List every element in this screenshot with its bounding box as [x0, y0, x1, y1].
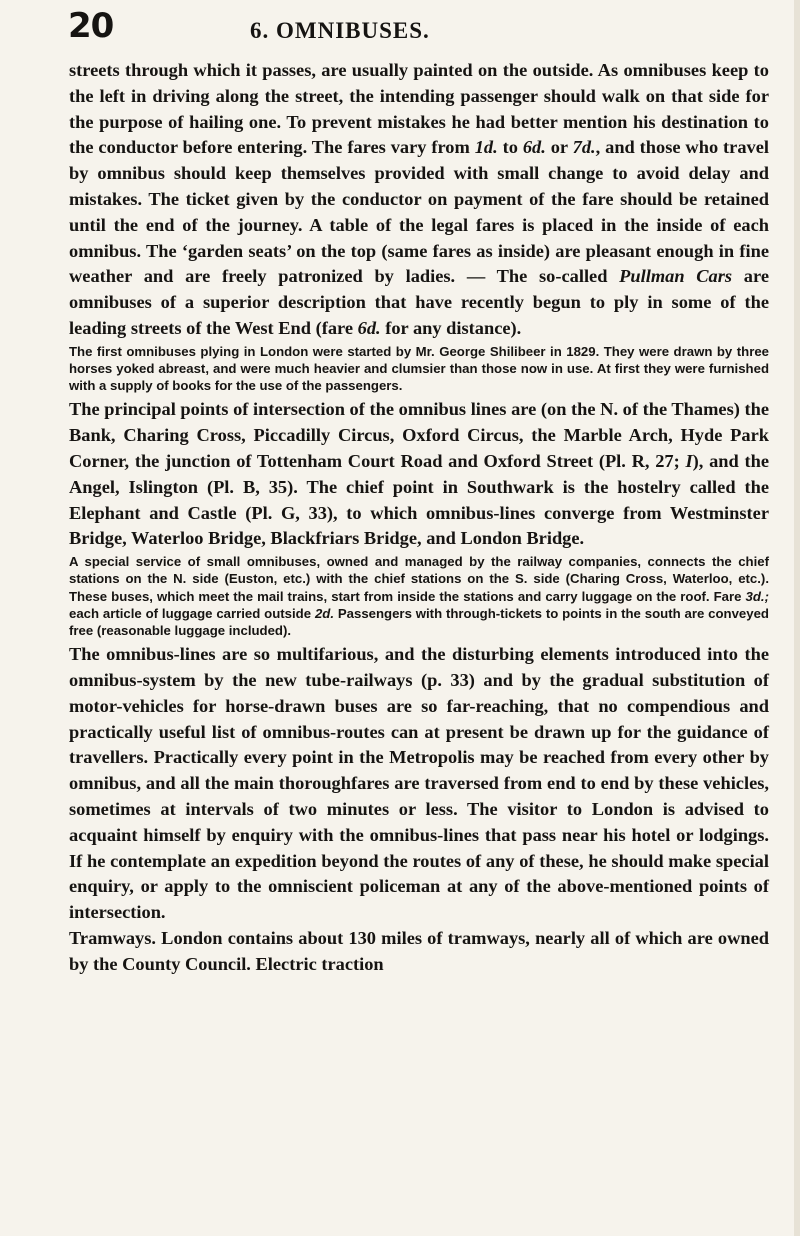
text-run: are omnibuses of a superior description that have recently begun to ply in some of the leading streets of the West End (fare	[69, 266, 769, 338]
text-run: streets through which it passes, are usually painted on the outside. As omnibuses keep to the left in driving along the street, the intending passenger should walk on that side for the purpose of hailing one. To prevent mistakes he had better mention his destination to the conductor before entering. The fares vary from	[69, 60, 769, 158]
text-run: 6d.	[522, 137, 546, 158]
text-run: to	[497, 137, 523, 158]
text-run: each article of luggage carried outside	[69, 605, 315, 621]
text-run: I	[685, 450, 693, 471]
text-run: London contains about 130 miles of tramways, nearly all of which are owned by the County Council. Electric traction	[69, 927, 769, 974]
text-run: The principal points of intersection of the omnibus lines are (on the N. of the Thames) the Bank, Charing Cross, Piccadilly Circus, Oxford Circus, the Marble Arch, Hyde Park Corner, the junction of Tottenham Court Road and Oxford Street (Pl. R, 27;	[69, 399, 769, 471]
text-run: Pullman Cars	[619, 266, 733, 287]
section-heading: Tramways.	[69, 927, 157, 948]
text-run: for any distance).	[380, 317, 522, 338]
paragraph-fares	[69, 58, 769, 342]
page-body	[69, 58, 769, 978]
text-run: 3d.;	[745, 588, 769, 604]
text-run: or	[545, 137, 573, 158]
text-run: Passengers with through-tickets to points in the south are conveyed free (reasonable luggage included).	[69, 605, 769, 638]
text-run: A special service of small omnibuses, owned and managed by the railway companies, connects the chief stations on the N. side (Euston, etc.) with the chief stations on the S. side (Charing Cross, Waterloo, etc.). These buses, which meet the mail trains, start from inside the stations and carry luggage on the roof. Fare	[69, 554, 769, 604]
paragraph-tramways	[69, 926, 769, 978]
text-run: , and those who travel by omnibus should keep themselves provided with small change to avoid delay and mistakes. The ticket given by the conductor on payment of the fare should be retained until the end of the journey. A table of the legal fares is placed in the inside of each omnibus. The ‘garden seats’ on the top (same fares as inside) are pleasant enough in fine weather and are freely patronized by ladies. — The so-called	[69, 137, 769, 287]
text-run: 6d.	[357, 317, 381, 338]
text-run: 2d.	[314, 605, 334, 621]
paragraph-routes: The omnibus-lines are so multifarious, and the disturbing elements introduced into the omnibus-system by the new tube-railways (p. 33) and by the gradual substitution of motor-vehicles for horse-drawn buses are so far-reaching, that no compendious and practically useful list of omnibus-routes can at present be drawn up for the guidance of travellers. Practically every point in the Metropolis may be reached from every other by omnibus, and all the main thoroughfares are traversed from end to end by these vehicles, sometimes at intervals of two minutes or less. The visitor to London is advised to acquaint himself by enquiry with the omnibus-lines that pass near his hotel or lodgings. If he contemplate an expedition beyond the routes of any of these, he should make special enquiry, or apply to the omniscient policeman at any of the above-mentioned points of intersection.	[69, 644, 769, 923]
text-run: 7d.	[572, 137, 596, 158]
running-head: 6. OMNIBUSES.	[250, 18, 430, 43]
text-run: ), and the Angel, Islington (Pl. B, 35). The chief point in Southwark is the hostelry called the Elephant and Castle (Pl. G, 33), to which omnibus-lines converge from Westminster Bridge, Waterloo Bridge, Blackfriars Bridge, and London Bridge.	[69, 450, 769, 549]
note-railway-buses	[69, 553, 769, 639]
page-number: 20	[68, 6, 114, 46]
page-header	[68, 6, 760, 50]
page-edge	[794, 0, 800, 1236]
note-history: The first omnibuses plying in London were started by Mr. George Shilibeer in 1829. They were drawn by three horses yoked abreast, and were much heavier and clumsier than those now in use. At first they were furnished with a supply of books for the use of the passengers.	[69, 343, 769, 394]
paragraph-intersections	[69, 397, 769, 552]
text-run: 1d.	[474, 137, 498, 158]
